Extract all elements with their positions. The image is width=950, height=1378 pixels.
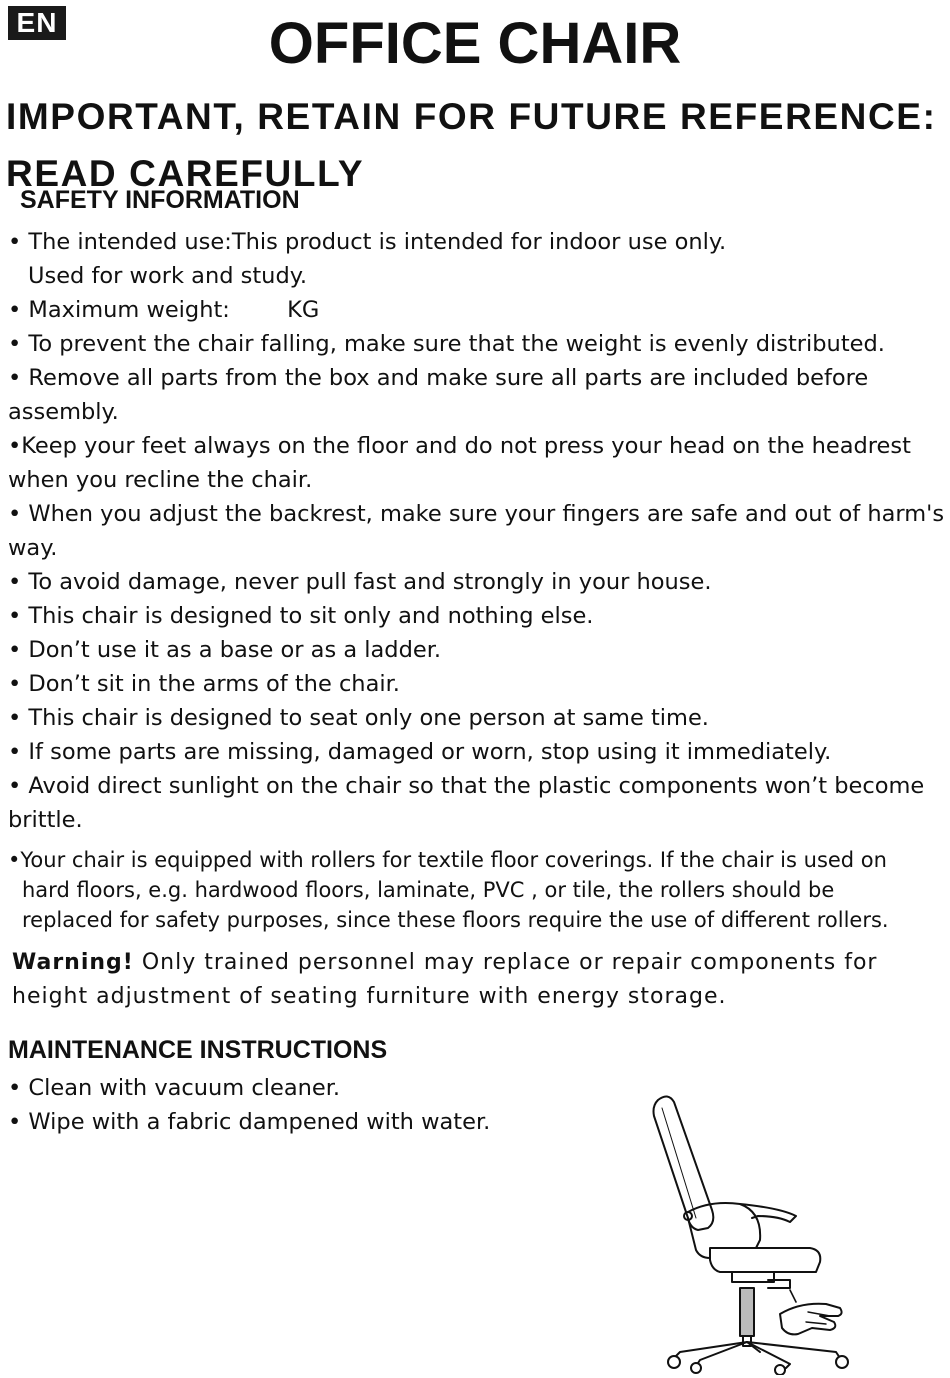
warning-label: Warning! bbox=[12, 950, 134, 975]
list-item: • If some parts are missing, damaged or worn, stop using it immediately. bbox=[8, 739, 832, 765]
list-item: • This chair is designed to seat only one person at same time. bbox=[8, 705, 709, 731]
important-notice bbox=[6, 88, 946, 202]
list-item: • Wipe with a fabric dampened with water. bbox=[8, 1109, 491, 1135]
safety-list bbox=[8, 225, 948, 935]
rollers-line-1: •Your chair is equipped with rollers for textile floor coverings. If the chair is used on bbox=[8, 848, 887, 872]
list-item: • To prevent the chair falling, make sure that the weight is evenly distributed. bbox=[8, 331, 885, 357]
rollers-line-2: hard floors, e.g. hardwood floors, laminate, PVC , or tile, the rollers should be bbox=[22, 878, 835, 902]
list-item: • When you adjust the backrest, make sure your fingers are safe and out of harm's way. bbox=[8, 501, 945, 561]
list-item: Used for work and study. bbox=[28, 263, 307, 289]
rollers-line-3: replaced for safety purposes, since these floors require the use of different rollers. bbox=[22, 908, 889, 932]
warning-text: Only trained personnel may replace or repair components for height adjustment of seating furniture with energy storage. bbox=[12, 950, 878, 1009]
document-title: OFFICE CHAIR bbox=[268, 11, 682, 76]
list-item: • This chair is designed to sit only and nothing else. bbox=[8, 603, 594, 629]
list-item: • Remove all parts from the box and make sure all parts are included before assembly. bbox=[8, 365, 869, 425]
language-badge: EN bbox=[8, 6, 66, 40]
list-item: • To avoid damage, never pull fast and strongly in your house. bbox=[8, 569, 712, 595]
list-item: •Keep your feet always on the floor and do not press your head on the headrest when you recline the chair. bbox=[8, 433, 911, 493]
office-chair-illustration bbox=[640, 1090, 870, 1375]
list-item: • Maximum weight: KG bbox=[8, 297, 320, 323]
safety-heading: SAFETY INFORMATION bbox=[20, 186, 300, 214]
maintenance-heading: MAINTENANCE INSTRUCTIONS bbox=[8, 1036, 388, 1064]
list-item: • Don’t use it as a base or as a ladder. bbox=[8, 637, 442, 663]
maintenance-list bbox=[8, 1071, 608, 1139]
important-line-1: IMPORTANT, RETAIN FOR FUTURE REFERENCE: bbox=[6, 96, 937, 137]
list-item: • Avoid direct sunlight on the chair so that the plastic components won’t become brittle. bbox=[8, 773, 925, 833]
list-item: • The intended use:This product is intended for indoor use only. bbox=[8, 229, 727, 255]
rollers-notice bbox=[8, 845, 948, 935]
list-item: • Don’t sit in the arms of the chair. bbox=[8, 671, 400, 697]
list-item: • Clean with vacuum cleaner. bbox=[8, 1075, 341, 1101]
warning-notice bbox=[12, 946, 932, 1014]
important-line-2: READ CAREFULLY bbox=[6, 153, 365, 194]
